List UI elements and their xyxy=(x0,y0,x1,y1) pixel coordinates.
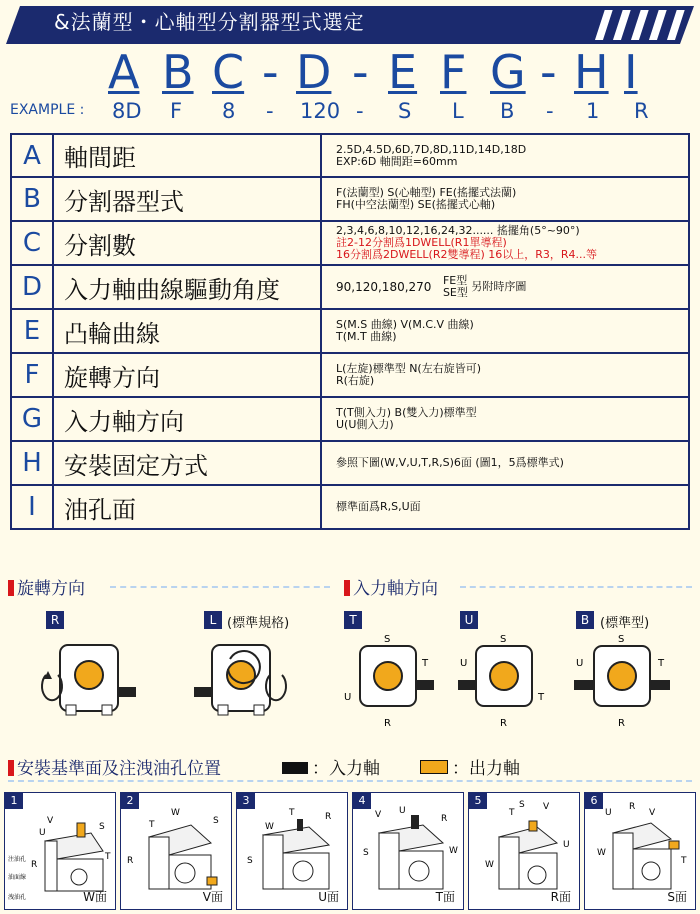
face-label: V xyxy=(375,810,382,820)
oil-inlet-label: 注油孔 xyxy=(8,856,27,863)
input-standard-note: (標準型) xyxy=(600,616,650,631)
code-dash: - xyxy=(352,45,369,99)
row-letter: I xyxy=(11,485,53,529)
face-label: S xyxy=(618,634,625,645)
desc-line: T(T側入力) B(雙入力)標準型 xyxy=(336,406,477,419)
install-box-2 xyxy=(120,792,232,910)
section-marker xyxy=(344,580,350,596)
install-box-5 xyxy=(468,792,580,910)
model-code-row xyxy=(0,45,700,99)
code-letter-h: H xyxy=(574,45,609,99)
spec-row-e xyxy=(11,309,689,353)
code-letter-e: E xyxy=(388,45,418,99)
box-number: 5 xyxy=(469,793,487,809)
desc-line: 2,3,4,6,8,10,12,16,24,32...... 搖擺角(5°~90°) xyxy=(336,224,580,237)
section-title-text: 旋轉方向 xyxy=(17,579,85,599)
legend-label: ：入力軸 xyxy=(312,759,380,779)
input-tag-t: T xyxy=(344,611,362,629)
desc-line: FH(中空法蘭型) SE(搖擺式心軸) xyxy=(336,198,496,211)
oil-drain-label: 洩油孔 xyxy=(8,894,27,901)
desc-line: F(法蘭型) S(心軸型) FE(搖擺式法蘭) xyxy=(336,186,517,199)
spec-row-d xyxy=(11,265,689,309)
section-title-text: 安裝基準面及注洩油孔位置 xyxy=(17,759,221,779)
example-value-d: 120 xyxy=(300,99,341,123)
face-label: W xyxy=(171,808,180,818)
install-section-title xyxy=(8,754,221,779)
row-desc xyxy=(321,265,689,309)
example-dash: - xyxy=(266,99,274,123)
input-tag-u: U xyxy=(460,611,478,629)
face-caption: V面 xyxy=(202,890,223,904)
face-label: S xyxy=(500,634,507,645)
face-label: R xyxy=(500,718,507,729)
example-dash: - xyxy=(356,99,364,123)
face-label: R xyxy=(618,718,625,729)
face-label: U xyxy=(399,806,406,816)
row-name: 入力軸曲線驅動角度 xyxy=(53,265,321,309)
fe-label: FE型 xyxy=(442,274,468,287)
face-label: R xyxy=(31,860,38,870)
code-dash: - xyxy=(540,45,557,99)
row-desc xyxy=(321,397,689,441)
input-section-title xyxy=(344,574,438,599)
face-label: U xyxy=(460,658,468,669)
face-label: T xyxy=(509,808,515,818)
box-number: 6 xyxy=(585,793,603,809)
example-value-a: 8D xyxy=(112,99,142,123)
install-box-4 xyxy=(352,792,464,910)
face-label: U xyxy=(563,840,570,850)
face-label: S xyxy=(213,816,219,826)
desc-line: L(左旋)標準型 N(左右旋皆可) xyxy=(336,362,482,375)
row-letter: F xyxy=(11,353,53,397)
spec-row-b xyxy=(11,177,689,221)
face-label: U xyxy=(39,828,46,838)
spec-row-g xyxy=(11,397,689,441)
rotation-tag-r: R xyxy=(46,611,64,629)
code-letter-c: C xyxy=(212,45,245,99)
box-number: 1 xyxy=(5,793,23,809)
example-row xyxy=(0,98,700,124)
face-label: S xyxy=(247,856,253,866)
face-caption: T面 xyxy=(435,890,455,904)
spec-table xyxy=(10,133,690,530)
code-letter-i: I xyxy=(624,45,638,99)
rotation-tag-l: L xyxy=(204,611,222,629)
row-name: 安裝固定方式 xyxy=(53,441,321,485)
row-letter: C xyxy=(11,221,53,265)
example-dash: - xyxy=(546,99,554,123)
rotation-standard-note: (標準規格) xyxy=(227,616,290,631)
desc-line: S(M.S 曲線) V(M.C.V 曲線) xyxy=(336,318,474,331)
face-label: V xyxy=(543,802,550,812)
desc-line: 參照下圖(W,V,U,T,R,S)6面 (圖1，5爲標準式) xyxy=(336,456,564,469)
rotation-right-figure xyxy=(38,635,138,725)
section-marker xyxy=(8,760,14,776)
face-caption: R面 xyxy=(550,890,571,904)
spec-row-i xyxy=(11,485,689,529)
desc-line: T(M.T 曲線) xyxy=(336,330,397,343)
desc-note: 另附時序圖 xyxy=(471,280,527,293)
box-number: 3 xyxy=(237,793,255,809)
install-box-1 xyxy=(4,792,116,910)
row-name: 油孔面 xyxy=(53,485,321,529)
dashed-divider xyxy=(460,586,692,588)
face-label: T xyxy=(681,856,687,866)
row-name: 分割數 xyxy=(53,221,321,265)
row-desc xyxy=(321,441,689,485)
row-letter: B xyxy=(11,177,53,221)
example-value-f: L xyxy=(452,99,464,123)
face-label: U xyxy=(605,808,612,818)
face-caption: S面 xyxy=(667,890,687,904)
face-label: U xyxy=(576,658,584,669)
desc-line: 2.5D,4.5D,6D,7D,8D,11D,14D,18D xyxy=(336,142,527,156)
se-label: SE型 xyxy=(442,286,468,299)
face-label: T xyxy=(105,852,111,862)
desc-line: 標準面爲R,S,U面 xyxy=(336,500,421,513)
example-value-e: S xyxy=(398,99,412,123)
face-label: W xyxy=(485,860,494,870)
example-value-c: 8 xyxy=(222,99,236,123)
face-label: T xyxy=(149,820,155,830)
face-caption: W面 xyxy=(83,890,107,904)
face-label: T xyxy=(289,808,295,818)
section-title-text: 入力軸方向 xyxy=(353,579,438,599)
example-label: EXAMPLE : xyxy=(10,102,85,118)
desc-line: EXP:6D 軸間距=60mm xyxy=(336,154,458,168)
code-letter-b: B xyxy=(162,45,194,99)
legend-label: ：出力軸 xyxy=(452,759,520,779)
face-label: V xyxy=(47,816,54,826)
rotation-left-figure xyxy=(190,635,300,725)
spec-row-c xyxy=(11,221,689,265)
face-label: S xyxy=(363,848,369,858)
page-title: &法蘭型・心軸型分割器型式選定 xyxy=(54,10,365,34)
input-tag-b: B xyxy=(576,611,594,629)
code-dash: - xyxy=(262,45,279,99)
desc-line: U(U側入力) xyxy=(336,418,394,431)
legend-output-shaft xyxy=(420,754,520,779)
example-value-g: B xyxy=(500,99,515,123)
face-label: S xyxy=(384,634,391,645)
box-number: 2 xyxy=(121,793,139,809)
row-letter: E xyxy=(11,309,53,353)
row-desc xyxy=(321,177,689,221)
row-desc xyxy=(321,485,689,529)
row-letter: D xyxy=(11,265,53,309)
dashed-divider xyxy=(110,586,330,588)
input-u-figure xyxy=(454,630,554,730)
face-label: R xyxy=(325,812,332,822)
row-desc xyxy=(321,221,689,265)
legend-input-shaft xyxy=(282,754,380,779)
spec-row-f xyxy=(11,353,689,397)
face-label: U xyxy=(344,692,352,703)
spec-row-h xyxy=(11,441,689,485)
input-t-figure xyxy=(338,630,438,730)
spec-row-a xyxy=(11,134,689,177)
face-label: R xyxy=(127,856,134,866)
output-shaft-swatch xyxy=(420,760,448,774)
code-letter-d: D xyxy=(296,45,332,99)
face-label: S xyxy=(99,822,105,832)
face-label: T xyxy=(422,658,429,669)
example-value-i: R xyxy=(634,99,649,123)
face-label: T xyxy=(538,692,545,703)
face-label: W xyxy=(449,846,458,856)
face-label: R xyxy=(441,814,448,824)
install-box-6 xyxy=(584,792,696,910)
face-label: V xyxy=(649,808,656,818)
desc-line: 90,120,180,270 xyxy=(336,280,432,294)
install-box-3 xyxy=(236,792,348,910)
face-label: S xyxy=(519,800,525,810)
row-name: 分割器型式 xyxy=(53,177,321,221)
face-label: R xyxy=(384,718,391,729)
desc-note: 16分割爲2DWELL(R2雙導程) 16以上，R3，R4...等 xyxy=(336,248,598,261)
face-label: R xyxy=(629,802,636,812)
dashed-divider xyxy=(8,780,692,782)
box-number: 4 xyxy=(353,793,371,809)
row-name: 入力軸方向 xyxy=(53,397,321,441)
row-desc xyxy=(321,353,689,397)
code-letter-f: F xyxy=(440,45,467,99)
row-letter: A xyxy=(11,134,53,177)
oil-level-label: 油面線 xyxy=(8,874,27,881)
face-label: T xyxy=(658,658,665,669)
row-desc xyxy=(321,134,689,177)
desc-note: 註2-12分割爲1DWELL(R1單導程) xyxy=(336,236,507,249)
input-shaft-swatch xyxy=(282,762,308,774)
face-caption: U面 xyxy=(318,890,339,904)
face-label: W xyxy=(265,822,274,832)
example-value-b: F xyxy=(170,99,183,123)
row-name: 旋轉方向 xyxy=(53,353,321,397)
example-value-h: 1 xyxy=(586,99,600,123)
row-name: 凸輪曲線 xyxy=(53,309,321,353)
input-b-figure xyxy=(570,630,680,730)
rotation-section-title xyxy=(8,574,85,599)
row-letter: H xyxy=(11,441,53,485)
face-label: W xyxy=(597,848,606,858)
section-marker xyxy=(8,580,14,596)
code-letter-a: A xyxy=(108,45,140,99)
code-letter-g: G xyxy=(490,45,526,99)
row-letter: G xyxy=(11,397,53,441)
row-desc xyxy=(321,309,689,353)
row-name: 軸間距 xyxy=(53,134,321,177)
desc-line: R(右旋) xyxy=(336,374,375,387)
